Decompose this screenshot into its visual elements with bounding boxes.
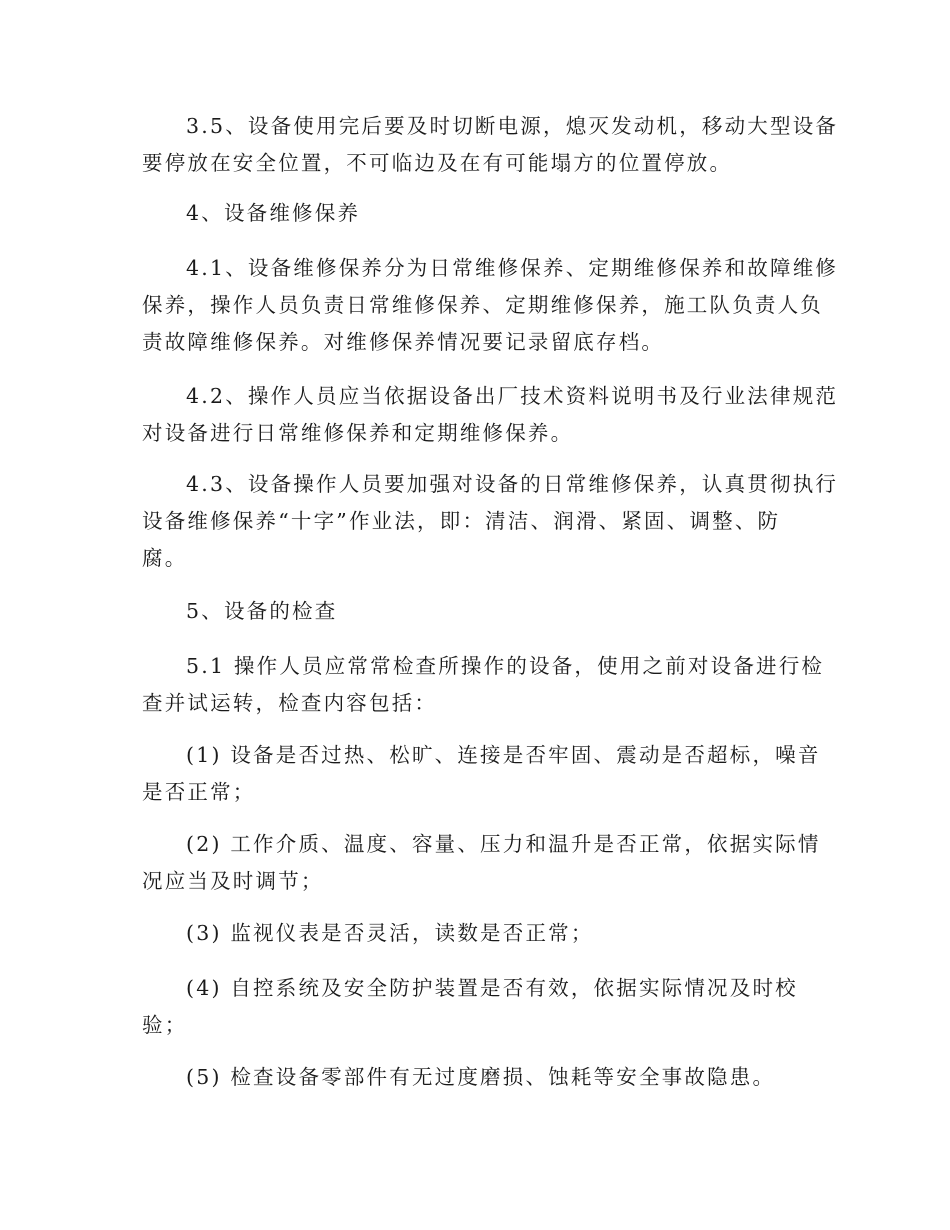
paragraph-4-1 — [142, 250, 839, 361]
paragraph-line: 要停放在安全位置，不可临边及在有可能塌方的位置停放。 — [142, 151, 733, 175]
paragraph-line: 保养，操作人员负责日常维修保养、定期维修保养，施工队负责人负 — [142, 293, 823, 317]
paragraph-line: 查并试运转，检查内容包括： — [142, 691, 438, 715]
paragraph-line: 对设备进行日常维修保养和定期维修保养。 — [142, 421, 574, 445]
paragraph-3-5 — [142, 108, 839, 182]
list-item-line: (4) 自控系统及安全防护装置是否有效，依据实际情况及时校 — [186, 976, 798, 1000]
list-item-5 — [142, 1059, 810, 1096]
paragraph-line: 腐。 — [142, 546, 188, 570]
heading-text: 4、设备维修保养 — [186, 201, 361, 225]
paragraph-4-2 — [142, 378, 839, 452]
paragraph-line: 4.3、设备操作人员要加强对设备的日常维修保养，认真贯彻执行 — [186, 472, 839, 496]
list-item-4 — [142, 970, 810, 1044]
paragraph-5-1 — [142, 648, 825, 722]
list-item-line: 验； — [142, 1013, 188, 1037]
list-item-3 — [142, 915, 810, 952]
paragraph-line: 3.5、设备使用完后要及时切断电源，熄灭发动机，移动大型设备 — [186, 114, 839, 138]
list-item-line: (3) 监视仪表是否灵活，读数是否正常； — [186, 921, 594, 945]
list-item-1 — [142, 737, 821, 811]
list-item-line: 是否正常； — [142, 780, 256, 804]
list-item-line: (5) 检查设备零部件有无过度磨损、蚀耗等安全事故隐患。 — [186, 1065, 776, 1089]
list-item-2 — [142, 826, 821, 900]
paragraph-line: 4.2、操作人员应当依据设备出厂技术资料说明书及行业法律规范 — [186, 384, 839, 408]
list-item-line: 况应当及时调节； — [142, 869, 324, 893]
paragraph-line: 5.1 操作人员应常常检查所操作的设备，使用之前对设备进行检 — [186, 654, 825, 678]
list-item-line: (1) 设备是否过热、松旷、连接是否牢固、震动是否超标，噪音 — [186, 743, 821, 767]
paragraph-4-3 — [142, 466, 839, 577]
paragraph-line: 设备维修保养“十字”作业法，即：清洁、润滑、紧固、调整、防 — [142, 509, 781, 533]
list-item-line: (2) 工作介质、温度、容量、压力和温升是否正常，依据实际情 — [186, 832, 821, 856]
section-heading-5 — [142, 593, 810, 630]
paragraph-line: 4.1、设备维修保养分为日常维修保养、定期维修保养和故障维修 — [186, 256, 839, 280]
heading-text: 5、设备的检查 — [186, 599, 338, 623]
section-heading-4 — [142, 195, 810, 232]
paragraph-line: 责故障维修保养。对维修保养情况要记录留底存档。 — [142, 330, 665, 354]
